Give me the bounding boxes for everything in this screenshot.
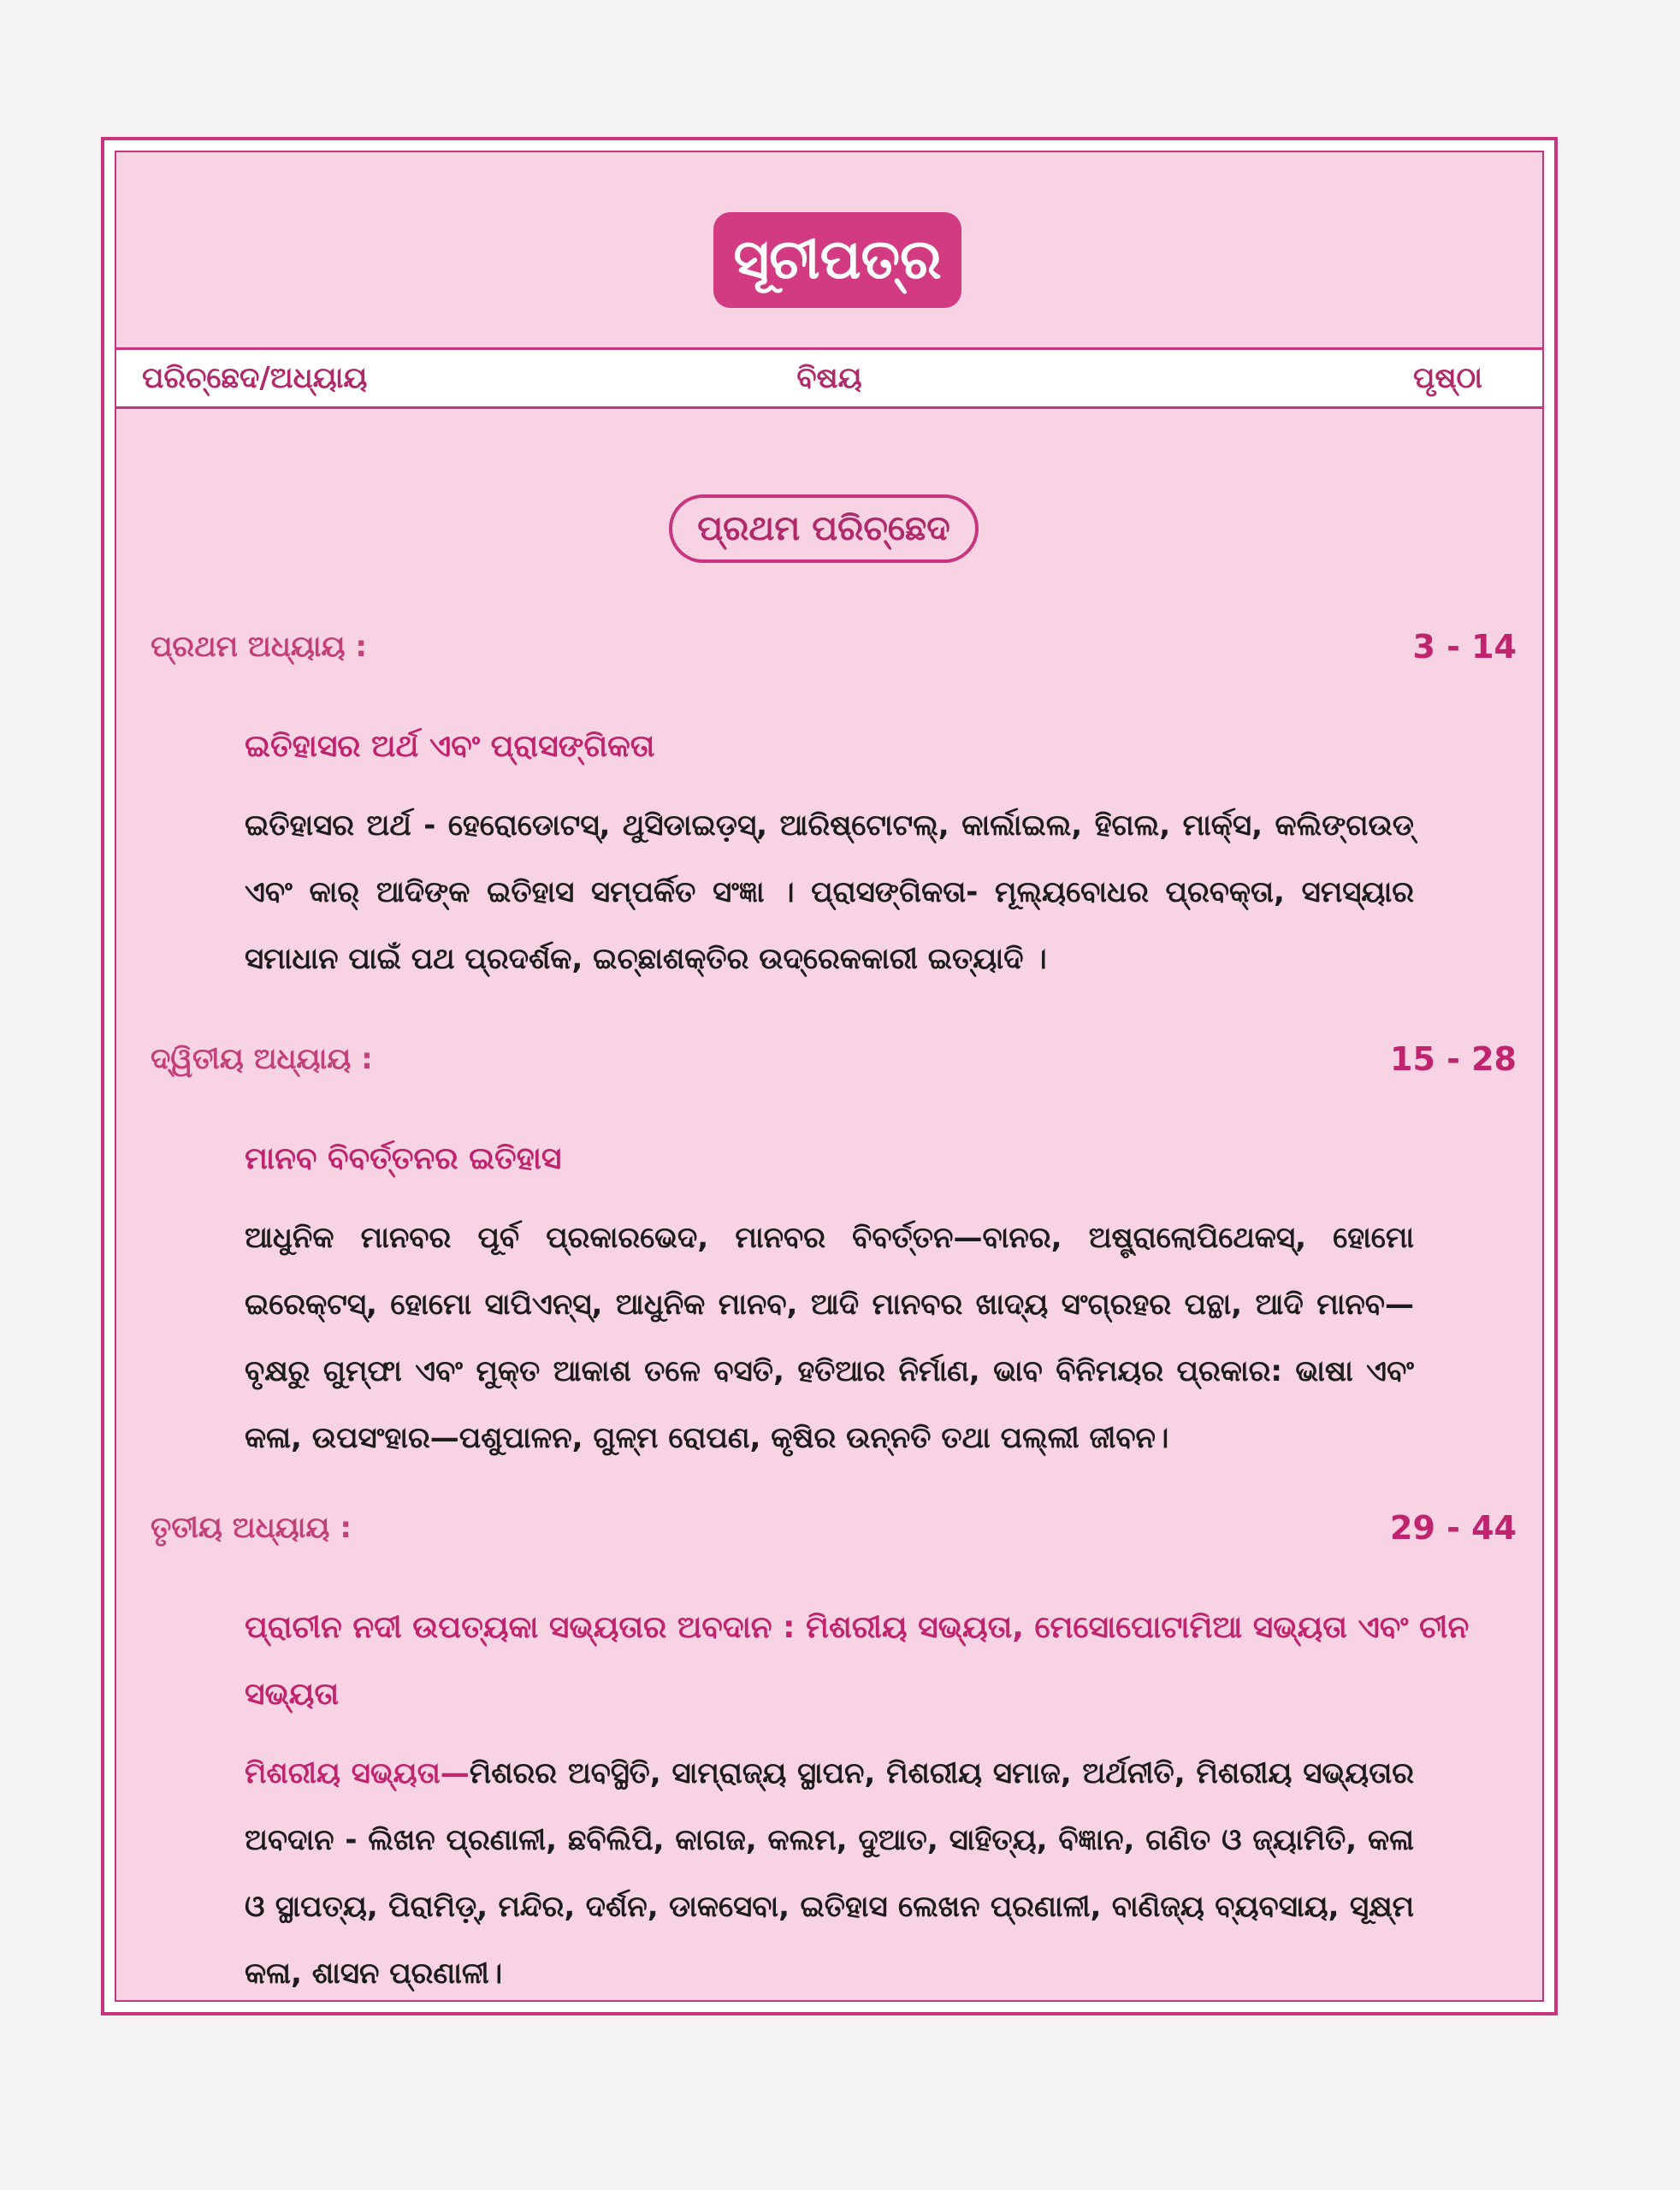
chapter-summary [245, 1740, 1517, 2007]
chapter-entry [151, 621, 1517, 992]
page-title: ସୂଚୀପତ୍ର [713, 212, 961, 308]
chapter-topic: ମାନବ ବିବର୍ତ୍ତନର ଇତିହାସ [245, 1141, 562, 1176]
page-frame [101, 137, 1558, 2015]
chapter-summary [245, 792, 1517, 992]
chapter-entry [151, 1502, 1517, 2007]
summary-text: ମିଶରର ଅବସ୍ଥିତି, ସାମ୍ରାଜ୍ୟ ସ୍ଥାପନ, ମିଶରୀୟ ସମାଜ, ଅର୍ଥନୀତି, ମିଶରୀୟ ସଭ୍ୟତାର ଅବଦାନ - ଲିଖନ ପ୍ରଣାଳୀ, ଛବିଲିପି, କାଗଜ, କଲମ, ଦୁଆତ, ସାହିତ୍ୟ, ବିଜ୍ଞାନ, ଗଣିତ ଓ ଜ୍ୟାମିତି, କଳା ଓ ସ୍ଥାପତ୍ୟ, ପିରାମିଡ଼୍, ମନ୍ଦିର, ଦର୍ଶନ, ଡାକସେବା, ଇତିହାସ ଲେଖନ ପ୍ରଣାଳୀ, ବାଣିଜ୍ୟ ବ୍ୟବସାୟ, ସୂକ୍ଷ୍ମ କଳା, ଶାସନ ପ୍ରଣାଳୀ। [245, 1756, 1414, 1991]
chapter-entry [151, 1033, 1517, 1471]
header-chapter: ପରିଚ୍ଛେଦ/ଅଧ୍ୟାୟ [142, 361, 368, 395]
chapter-topic: ଇତିହାସର ଅର୍ଥ ଏବଂ ପ୍ରାସଙ୍ଗିକତା [245, 729, 655, 764]
chapter-label: ଦ୍ୱିତୀୟ ଅଧ୍ୟାୟ : [151, 1042, 373, 1076]
section-heading: ପ୍ରଥମ ପରିଚ୍ଛେଦ [669, 494, 979, 563]
chapter-label: ପ୍ରଥମ ଅଧ୍ୟାୟ : [151, 630, 368, 664]
chapter-pages: 29 - 44 [1390, 1509, 1517, 1547]
table-header [116, 347, 1542, 409]
header-subject: ବିଷୟ [796, 361, 862, 395]
chapter-summary [245, 1204, 1517, 1471]
summary-lead: ମିଶରୀୟ ସଭ୍ୟତା— [245, 1756, 470, 1790]
contents-panel [115, 151, 1544, 2002]
header-page: ପୃଷ୍ଠା [1413, 361, 1482, 395]
chapter-pages: 15 - 28 [1390, 1040, 1517, 1078]
chapter-label: ତୃତୀୟ ଅଧ୍ୟାୟ : [151, 1511, 352, 1545]
summary-text: ଆଧୁନିକ ମାନବର ପୂର୍ବ ପ୍ରକାରଭେଦ, ମାନବର ବିବର୍ତ୍ତନ—ବାନର, ଅଷ୍ଟ୍ରାଲୋପିଥେକସ୍, ହୋମୋ ଇରେକ୍ଟସ୍, ହୋମୋ ସାପିଏନ୍ସ୍, ଆଧୁନିକ ମାନବ, ଆଦି ମାନବର ଖାଦ୍ୟ ସଂଗ୍ରହର ପନ୍ଥା, ଆଦି ମାନବ—ବୃକ୍ଷରୁ ଗୁମ୍ଫା ଏବଂ ମୁକ୍ତ ଆକାଶ ତଳେ ବସତି, ହତିଆର ନିର୍ମାଣ, ଭାବ ବିନିମୟର ପ୍ରକାର: ଭାଷା ଏବଂ କଳା, ଉପସଂହାର—ପଶୁପାଳନ, ଗୁଳ୍ମ ରୋପଣ, କୃଷିର ଉନ୍ନତି ତଥା ପଲ୍ଲୀ ଜୀବନ। [245, 1221, 1414, 1455]
chapter-pages: 3 - 14 [1412, 628, 1517, 666]
summary-text: ଇତିହାସର ଅର୍ଥ - ହେରୋଡୋଟସ୍, ଥୁସିଡାଇଡ଼ସ୍, ଆରିଷ୍ଟୋଟଲ୍, କାର୍ଲାଇଲ, ହିଗଲ, ମାର୍କ୍ସ, କଲିଙ୍ଗଉଡ୍ ଏବଂ କାର୍ ଆଦିଙ୍କ ଇତିହାସ ସମ୍ପର୍କିତ ସଂଜ୍ଞା । ପ୍ରାସଙ୍ଗିକତା- ମୂଲ୍ୟବୋଧର ପ୍ରବକ୍ତା, ସମସ୍ୟାର ସମାଧାନ ପାଇଁ ପଥ ପ୍ରଦର୍ଶକ, ଇଚ୍ଛାଶକ୍ତିର ଉଦ୍ରେକକାରୀ ଇତ୍ୟାଦି । [245, 808, 1414, 976]
chapter-topic: ପ୍ରାଚୀନ ନଦୀ ଉପତ୍ୟକା ସଭ୍ୟତାର ଅବଦାନ : ମିଶରୀୟ ସଭ୍ୟତା, ମେସୋପୋଟାମିଆ ସଭ୍ୟତା ଏବଂ ଚୀନ ସଭ୍ୟତା [245, 1610, 1470, 1712]
